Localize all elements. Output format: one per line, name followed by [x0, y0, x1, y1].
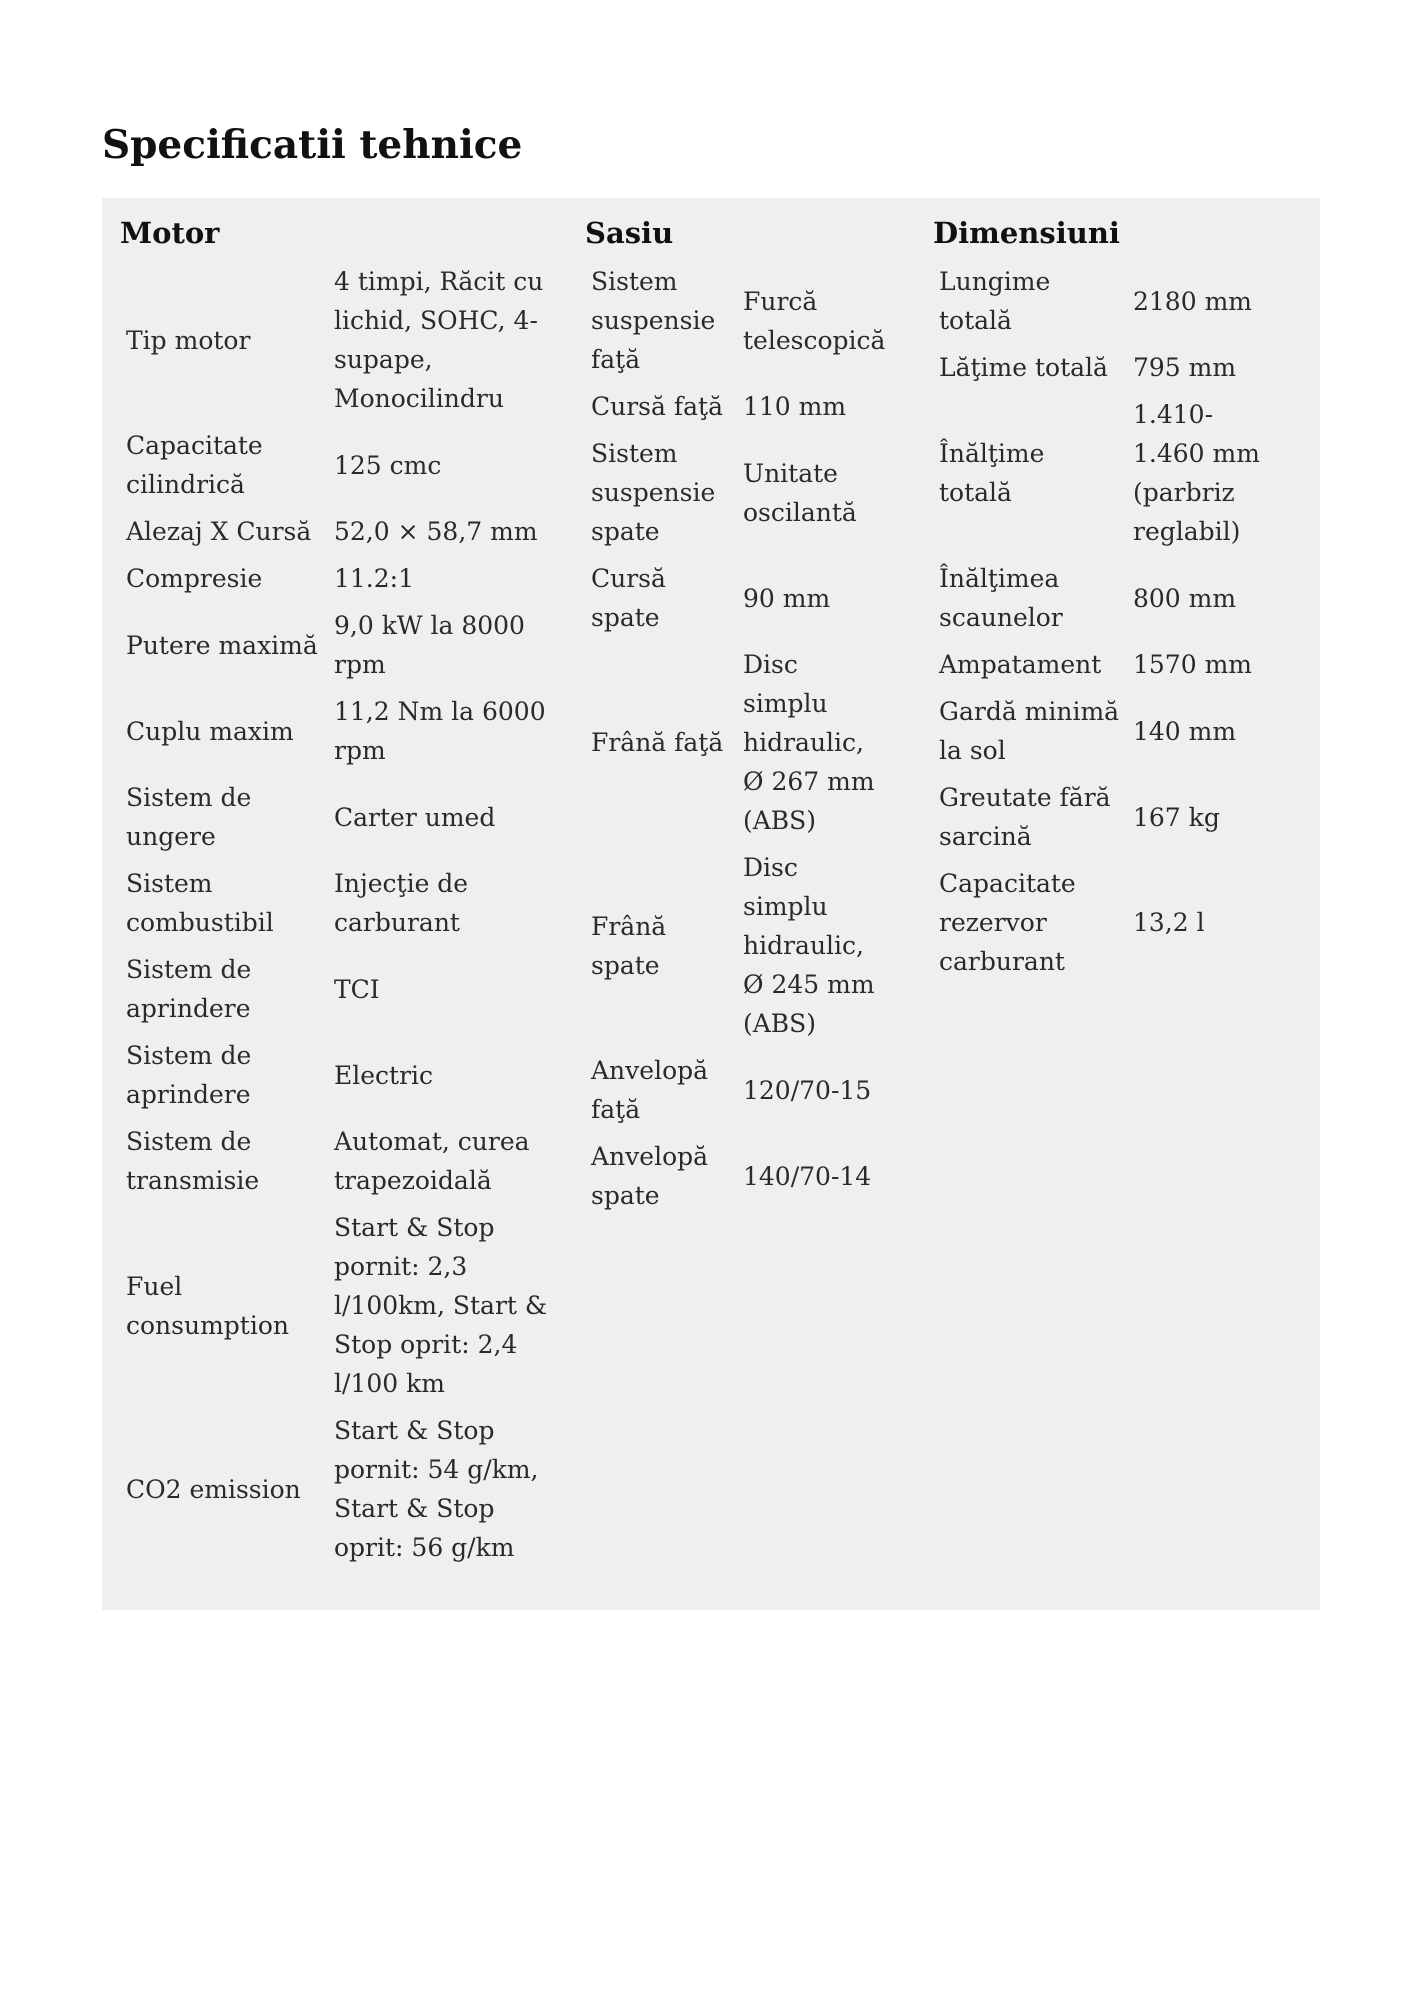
dimensiuni-heading: Dimensiuni — [933, 216, 1120, 250]
spec-row — [120, 258, 560, 422]
spec-value: 2180 mm — [1133, 286, 1252, 316]
spec-value: Disc simplu hidraulic, Ø 267 mm (ABS) — [743, 650, 875, 835]
spec-value: 52,0 × 58,7 mm — [334, 517, 538, 546]
spec-row — [120, 946, 560, 1032]
spec-row — [933, 688, 1289, 774]
spec-label: Frână faţă — [591, 728, 724, 757]
spec-label: Fuel consumption — [126, 1271, 289, 1340]
sasiu-section — [585, 216, 930, 1219]
spec-label: Lăţime totală — [939, 353, 1108, 382]
spec-row — [120, 555, 560, 602]
spec-row — [120, 1407, 560, 1571]
spec-label: Greutate fără sarcină — [939, 783, 1111, 851]
spec-label: Sistem de aprindere — [126, 955, 252, 1023]
spec-label: Alezaj X Cursă — [126, 517, 312, 546]
spec-value: 11,2 Nm la 6000 rpm — [334, 697, 546, 765]
spec-value: 1570 mm — [1133, 650, 1252, 679]
dimensiuni-section — [933, 216, 1305, 985]
motor-spec-table — [120, 258, 560, 1571]
spec-label: Ampatament — [939, 650, 1102, 679]
spec-row — [120, 422, 560, 508]
spec-label: Sistem de ungere — [126, 783, 252, 851]
spec-row — [585, 844, 891, 1047]
spec-row — [585, 258, 891, 383]
spec-row — [120, 860, 560, 946]
page-title: Specificatii tehnice — [102, 122, 523, 168]
spec-value: Furcă telescopică — [743, 286, 886, 355]
sasiu-heading: Sasiu — [585, 216, 674, 250]
spec-label: Compresie — [126, 564, 263, 593]
spec-row — [120, 688, 560, 774]
spec-row — [120, 1204, 560, 1407]
motor-section — [120, 216, 582, 1571]
spec-row — [933, 555, 1289, 641]
spec-value: Start & Stop pornit: 2,3 l/100km, Start & Stop oprit: 2,4 l/100 km — [334, 1213, 548, 1398]
sasiu-spec-table — [585, 258, 891, 1219]
spec-row — [120, 774, 560, 860]
motor-heading: Motor — [120, 216, 220, 250]
spec-label: Gardă minimă la sol — [939, 697, 1120, 765]
spec-value: 795 mm — [1133, 353, 1237, 382]
spec-label: Capacitate rezervor carburant — [939, 869, 1076, 976]
spec-row — [933, 391, 1289, 555]
spec-value: 110 mm — [743, 392, 847, 421]
spec-row — [120, 508, 560, 555]
spec-value: Injecţie de carburant — [334, 869, 469, 937]
spec-panel — [102, 198, 1320, 1610]
spec-value: Start & Stop pornit: 54 g/km, Start & Stop oprit: 56 g/km — [334, 1416, 539, 1562]
spec-label: Sistem de aprindere — [126, 1041, 252, 1109]
spec-label: Cursă faţă — [591, 392, 723, 421]
spec-label: Putere maximă — [126, 630, 318, 660]
spec-value: Unitate oscilantă — [743, 458, 857, 527]
spec-row — [585, 383, 891, 430]
spec-value: 13,2 l — [1133, 908, 1205, 937]
spec-value: Carter umed — [334, 802, 496, 832]
spec-row — [933, 774, 1289, 860]
spec-row — [933, 860, 1289, 985]
spec-value: 140 mm — [1133, 716, 1237, 746]
spec-label: Cursă spate — [591, 564, 666, 632]
spec-row — [120, 1032, 560, 1118]
spec-value: 800 mm — [1133, 583, 1237, 613]
spec-value: 1.410-1.460 mm (parbriz reglabil) — [1133, 400, 1260, 546]
spec-label: Sistem de transmisie — [126, 1127, 260, 1195]
spec-label: Tip motor — [126, 325, 251, 355]
spec-row — [585, 430, 891, 555]
spec-value: 140/70-14 — [743, 1161, 872, 1191]
spec-value: 167 kg — [1133, 802, 1220, 832]
spec-value: 120/70-15 — [743, 1075, 872, 1105]
spec-value: Automat, curea trapezoidală — [334, 1127, 530, 1195]
spec-label: Anvelopă faţă — [591, 1056, 709, 1124]
spec-value: 9,0 kW la 8000 rpm — [334, 611, 525, 679]
spec-value: Disc simplu hidraulic, Ø 245 mm (ABS) — [743, 853, 875, 1038]
spec-label: Înălţimea scaunelor — [939, 564, 1063, 632]
spec-label: Anvelopă spate — [591, 1142, 709, 1210]
spec-label: Frână spate — [591, 911, 667, 980]
spec-value: 90 mm — [743, 583, 831, 613]
spec-label: Înălţime totală — [939, 439, 1045, 507]
spec-label: Sistem combustibil — [126, 869, 274, 937]
spec-value: 125 cmc — [334, 450, 442, 480]
spec-row — [585, 641, 891, 844]
spec-row — [933, 641, 1289, 688]
spec-value: TCI — [334, 974, 380, 1004]
spec-row — [120, 602, 560, 688]
spec-label: CO2 emission — [126, 1474, 301, 1504]
spec-row — [933, 344, 1289, 391]
spec-row — [120, 1118, 560, 1204]
spec-row — [933, 258, 1289, 344]
spec-value: 4 timpi, Răcit cu lichid, SOHC, 4-supape, Monocilindru — [334, 267, 544, 413]
spec-label: Sistem suspensie faţă — [591, 267, 716, 374]
dimensiuni-spec-table — [933, 258, 1289, 985]
spec-value: 11.2:1 — [334, 564, 414, 593]
spec-row — [585, 1133, 891, 1219]
spec-row — [585, 555, 891, 641]
spec-label: Sistem suspensie spate — [591, 439, 716, 546]
spec-value: Electric — [334, 1060, 434, 1090]
spec-label: Cuplu maxim — [126, 716, 294, 746]
spec-label: Lungime totală — [939, 267, 1051, 335]
spec-row — [585, 1047, 891, 1133]
spec-label: Capacitate cilindrică — [126, 431, 263, 499]
